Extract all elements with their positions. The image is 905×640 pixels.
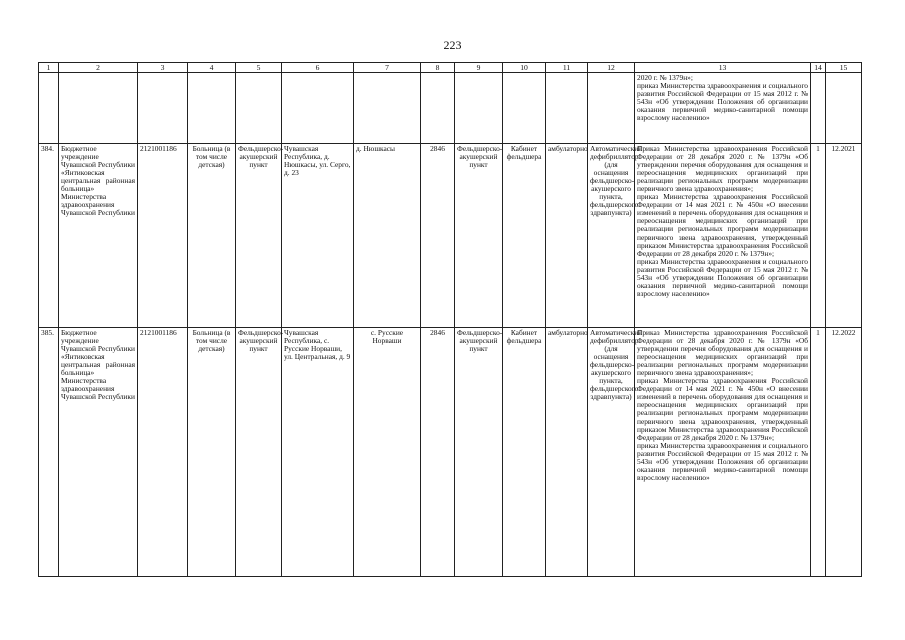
care-mode: амбулаторно — [546, 144, 588, 328]
header-cell: 6 — [282, 63, 354, 73]
delivery-date: 12.2021 — [826, 144, 862, 328]
locality: д. Нюшкасы — [354, 144, 421, 328]
equipment-register-table — [38, 62, 862, 577]
subunit-name: Фельдшерско-акушерский пункт — [455, 328, 503, 577]
equipment-name: Автоматический дефибриллятор (для оснащения фельдшерско-акушерского пункта, фельдшерского здравпункта) — [588, 328, 635, 577]
header-cell: 3 — [138, 63, 188, 73]
page-number: 223 — [443, 38, 462, 52]
header-cell: 10 — [503, 63, 546, 73]
unit-name: Фельдшерско-акушерский пункт — [236, 328, 282, 577]
continuation-row — [39, 73, 862, 144]
delivery-date: 12.2022 — [826, 328, 862, 577]
header-cell: 12 — [588, 63, 635, 73]
header-cell: 14 — [811, 63, 826, 73]
organization-code: 2121001186 — [138, 144, 188, 328]
quantity: 1 — [811, 144, 826, 328]
population: 2846 — [421, 328, 455, 577]
row-number: 385. — [39, 328, 59, 577]
organization-type: Больница (в том числе детская) — [188, 328, 236, 577]
table-row — [39, 328, 862, 577]
organization-type: Больница (в том числе детская) — [188, 144, 236, 328]
column-number-row — [39, 63, 862, 73]
row-number: 384. — [39, 144, 59, 328]
header-cell: 4 — [188, 63, 236, 73]
subunit-name: Фельдшерско-акушерский пункт — [455, 144, 503, 328]
legal-basis-continuation: 2020 г. № 1379н»; приказ Министерства здравоохранения и социального развития Российской Федерации от 15 мая 2012 г. № 543н «Об утверждении Положения об организации оказания первичной медико-санитарной помощи взрослому населению» — [635, 73, 811, 144]
table-row — [39, 144, 862, 328]
header-cell: 15 — [826, 63, 862, 73]
header-cell: 11 — [546, 63, 588, 73]
header-cell: 2 — [59, 63, 138, 73]
room-name: Кабинет фельдшера — [503, 328, 546, 577]
header-cell: 13 — [635, 63, 811, 73]
header-cell: 1 — [39, 63, 59, 73]
organization-name: Бюджетное учреждение Чувашской Республики «Янтиковская центральная районная больница» Министерства здравоохранения Чувашской Республики — [59, 328, 138, 577]
header-cell: 7 — [354, 63, 421, 73]
header-cell: 8 — [421, 63, 455, 73]
organization-code: 2121001186 — [138, 328, 188, 577]
legal-basis: Приказ Министерства здравоохранения Российской Федерации от 28 декабря 2020 г. № 1379н «Об утверждении перечня оборудования для оснащения и переоснащения медицинских организаций при реализации региональных программ модернизации первичного звена здравоохранения»; приказ Министерства здравоохранения Российской Федерации от 14 мая 2021 г. № 450н «О внесении изменений в перечень оборудования для оснащения и переоснащения медицинских организаций при реализации региональных программ модернизации первичного звена здравоохранения, утвержденный приказом Министерства здравоохранения Российской Федерации от 28 декабря 2020 г. № 1379н»; приказ Министерства здравоохранения и социального развития Российской Федерации от 15 мая 2012 г. № 543н «Об утверждении Положения об организации оказания первичной медико-санитарной помощи взрослому населению» — [635, 144, 811, 328]
legal-basis: Приказ Министерства здравоохранения Российской Федерации от 28 декабря 2020 г. № 1379н «Об утверждении перечня оборудования для оснащения и переоснащения медицинских организаций при реализации региональных программ модернизации первичного звена здравоохранения»; приказ Министерства здравоохранения Российской Федерации от 14 мая 2021 г. № 450н «О внесении изменений в перечень оборудования для оснащения и переоснащения медицинских организаций при реализации региональных программ модернизации первичного звена здравоохранения, утвержденный приказом Министерства здравоохранения Российской Федерации от 28 декабря 2020 г. № 1379н»; приказ Министерства здравоохранения и социального развития Российской Федерации от 15 мая 2012 г. № 543н «Об утверждении Положения об организации оказания первичной медико-санитарной помощи взрослому населению» — [635, 328, 811, 577]
locality: с. Русские Норваши — [354, 328, 421, 577]
room-name: Кабинет фельдшера — [503, 144, 546, 328]
unit-address: Чувашская Республика, с. Русские Норваши, ул. Центральная, д. 9 — [282, 328, 354, 577]
header-cell: 5 — [236, 63, 282, 73]
quantity: 1 — [811, 328, 826, 577]
unit-name: Фельдшерско-акушерский пункт — [236, 144, 282, 328]
equipment-name: Автоматический дефибриллятор (для оснащения фельдшерско-акушерского пункта, фельдшерского здравпункта) — [588, 144, 635, 328]
care-mode: амбулаторно — [546, 328, 588, 577]
header-cell: 9 — [455, 63, 503, 73]
organization-name: Бюджетное учреждение Чувашской Республики «Янтиковская центральная районная больница» Министерства здравоохранения Чувашской Республики — [59, 144, 138, 328]
unit-address: Чувашская Республика, д. Нюшкасы, ул. Серго, д. 23 — [282, 144, 354, 328]
population: 2846 — [421, 144, 455, 328]
